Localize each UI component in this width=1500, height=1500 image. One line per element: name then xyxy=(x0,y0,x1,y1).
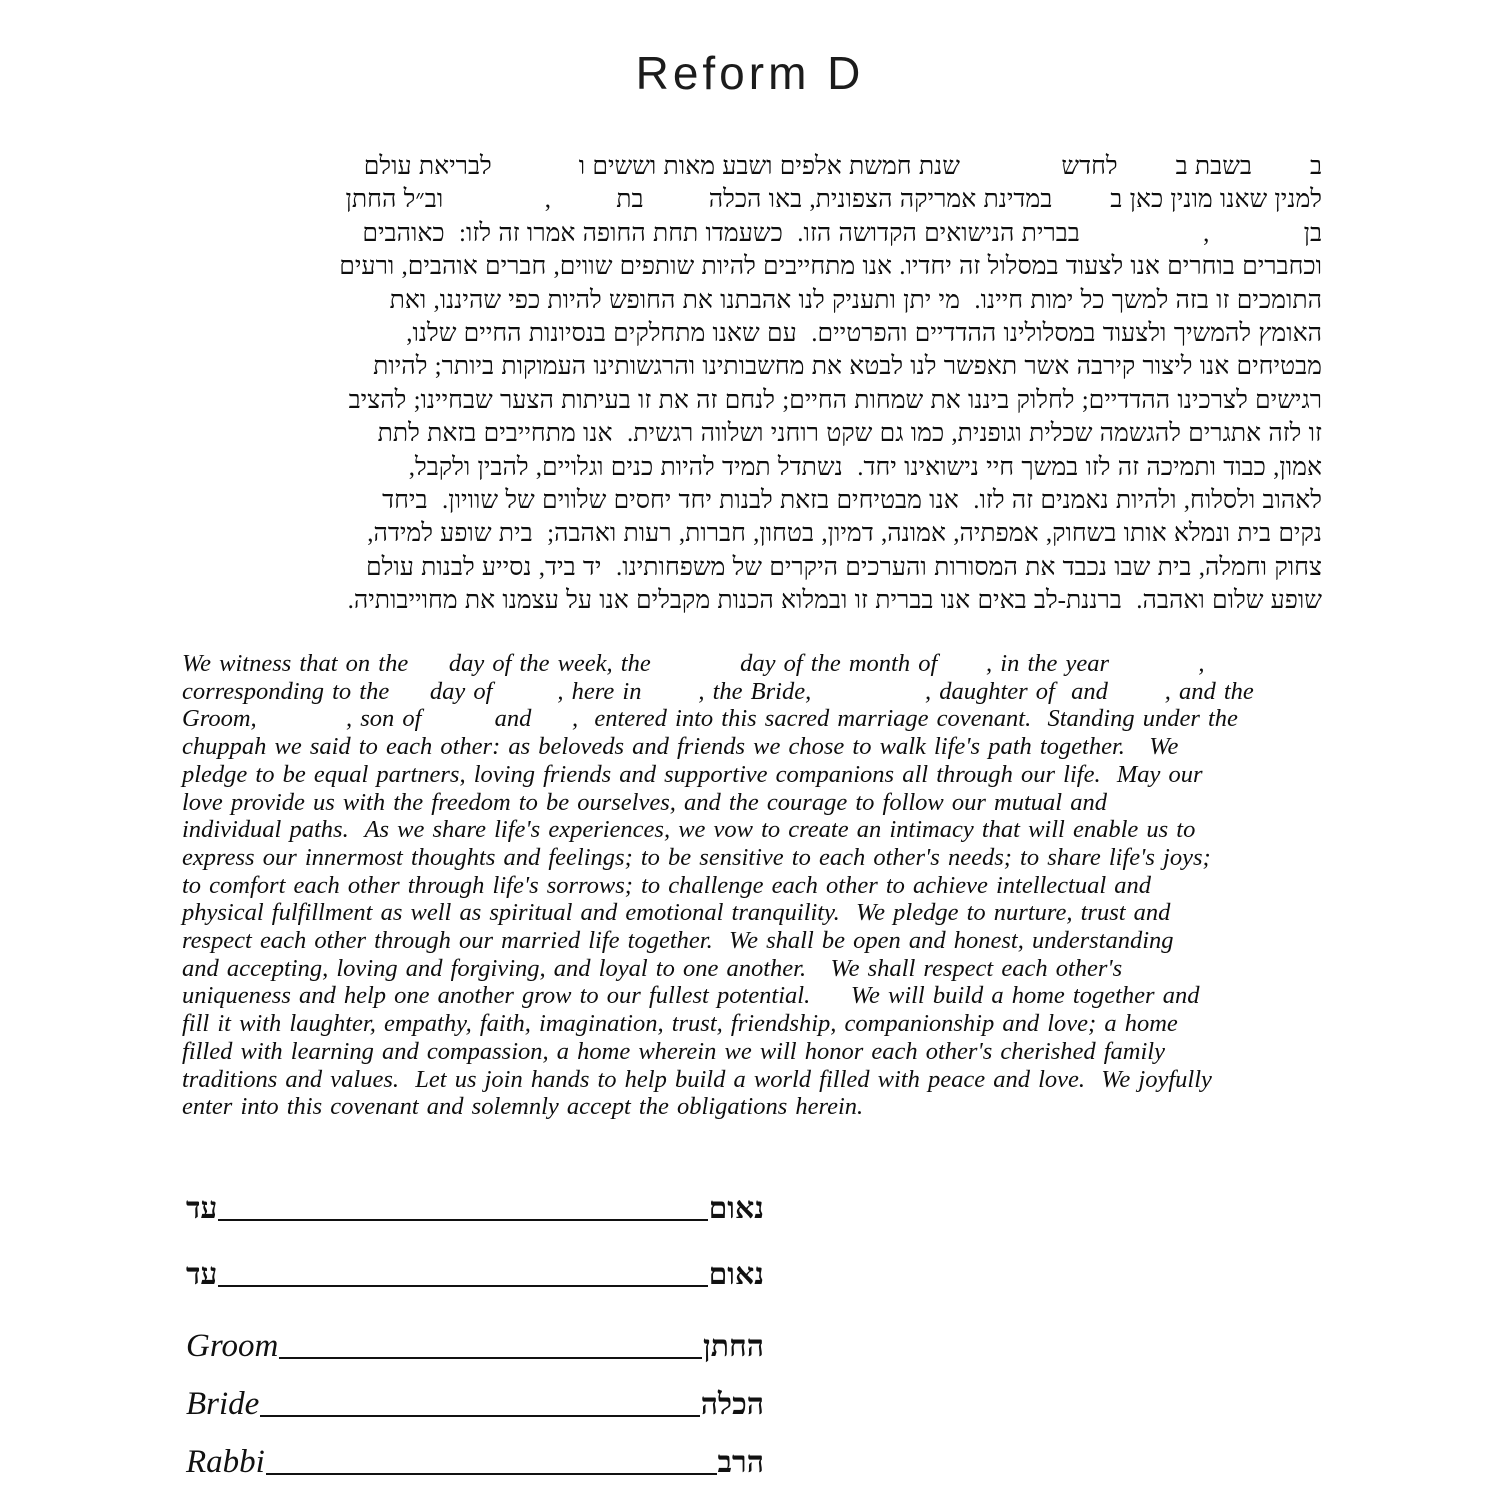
english-line: physical fulfillment as well as spiritual and emotional tranquility. We pledge to nurture, trust and xyxy=(182,899,1171,927)
hebrew-line: בן , בברית הנישואים הקדושה הזו. כשעמדו תחת החופה אמרו זה לזו: כאוהבים xyxy=(362,219,1322,247)
bride-hebrew-label: הכלה xyxy=(700,1388,764,1421)
hebrew-line: רגישים לצרכינו ההדדיים; לחלוק ביננו את שמחות החיים; לנחם זה את זו בעיתות הצער שבחיינו; להציב xyxy=(348,386,1322,414)
english-line: filled with learning and compassion, a home wherein we will honor each other's cherished family xyxy=(182,1037,1165,1065)
hebrew-line: ב בשבת ב לחדש שנת חמשת אלפים ושבע מאות וששים ו לבריאת עולם xyxy=(363,153,1322,180)
witness-right-label: נאום xyxy=(708,1192,764,1225)
groom-label: Groom xyxy=(186,1328,279,1364)
hebrew-line: וכחברים בוחרים אנו לצעוד במסלול זה יחדיו. אנו מתחייבים להיות שותפים שווים, חברים אוהבים, ורעים xyxy=(339,253,1322,281)
bride-label: Bride xyxy=(186,1386,260,1422)
hebrew-line: לאהוב ולסלוח, ולהיות נאמנים זה לזו. אנו מבטיחים בזאת לבנות יחד יחסים שלווים של שוויון. ביחד xyxy=(382,487,1322,515)
bride-signature-row xyxy=(186,1386,764,1422)
witness-signature-row-1 xyxy=(186,1190,764,1226)
hebrew-line: צחוק וחמלה, בית שבו נכבד את המסורות והערכים היקרים של משפחותינו. יד ביד, נסייע לבנות עולם xyxy=(366,553,1322,581)
signature-section xyxy=(186,1190,764,1500)
hebrew-line: שופע שלום ואהבה. ברננת-לב באים אנו בברית זו ובמלוא הכנות מקבלים אנו על עצמנו את מחוייבותיה. xyxy=(347,587,1322,615)
rabbi-hebrew-label: הרב xyxy=(717,1446,764,1479)
hebrew-line: אמון, כבוד ותמיכה זה לזו במשך חיי נישואינו יחד. נשתדל תמיד להיות כנים וגלויים, להבין ולקבל, xyxy=(408,453,1322,481)
hebrew-line: התומכים זו בזה למשך כל ימות חיינו. מי יתן ותעניק לנו אהבתנו את החופש להיות כפי שהיננו, ואת xyxy=(389,286,1322,314)
witness-right-label: נאום xyxy=(708,1258,764,1291)
english-line: to comfort each other through life's sorrows; to challenge each other to achieve intellectual and xyxy=(182,871,1152,899)
groom-signature-line[interactable] xyxy=(279,1356,702,1359)
witness-left-label: עד xyxy=(186,1258,218,1291)
english-text-block xyxy=(182,650,1330,1121)
english-line: and accepting, loving and forgiving, and loyal to one another. We shall respect each other's xyxy=(182,954,1123,982)
groom-hebrew-label: החתן xyxy=(703,1330,764,1363)
english-line: fill it with laughter, empathy, faith, imagination, trust, friendship, companionship and love; a home xyxy=(182,1010,1178,1038)
english-line: express our innermost thoughts and feelings; to be sensitive to each other's needs; to share life's joys; xyxy=(182,843,1211,871)
rabbi-label: Rabbi xyxy=(186,1444,265,1480)
rabbi-signature-row xyxy=(186,1444,764,1480)
english-line: We witness that on the day of the week, the day of the month of , in the year , xyxy=(182,650,1205,677)
witness-signature-line[interactable] xyxy=(218,1218,707,1221)
bride-signature-line[interactable] xyxy=(260,1414,699,1417)
witness-left-label: עד xyxy=(186,1192,218,1225)
english-line: traditions and values. Let us join hands to help build a world filled with peace and love. We joyfully xyxy=(182,1065,1212,1093)
english-line: enter into this covenant and solemnly accept the obligations herein. xyxy=(182,1093,864,1121)
groom-signature-row xyxy=(186,1328,764,1364)
page-title: Reform D xyxy=(635,47,865,99)
hebrew-text-block xyxy=(180,150,1322,618)
english-line: corresponding to the day of , here in , the Bride, , daughter of and , and the xyxy=(182,677,1254,705)
hebrew-line: מבטיחים אנו ליצור קירבה אשר תאפשר לנו לבטא את מחשבותינו והרגשותינו העמוקות ביותר; להיות xyxy=(373,353,1322,381)
rabbi-signature-line[interactable] xyxy=(266,1472,717,1475)
witness-signature-line[interactable] xyxy=(218,1284,707,1287)
english-line: Groom, , son of and , entered into this sacred marriage covenant. Standing under the xyxy=(182,705,1238,733)
hebrew-line: נקים בית ונמלא אותו בשחוק, אמפתיה, אמונה, דמיון, בטחון, חברות, רעות ואהבה; בית שופע למידה, xyxy=(367,520,1322,548)
english-line: pledge to be equal partners, loving friends and supportive companions all through our life. May our xyxy=(182,760,1203,788)
hebrew-line: האומץ להמשיך ולצעוד במסלולינו ההדדיים והפרטיים. עם שאנו מתחלקים בנסיונות החיים שלנו, xyxy=(406,320,1322,348)
english-line: uniqueness and help one another grow to our fullest potential. We will build a home together and xyxy=(182,982,1200,1010)
english-line: respect each other through our married life together. We shall be open and honest, understanding xyxy=(182,927,1174,955)
witness-signature-row-2 xyxy=(186,1256,764,1292)
english-line: love provide us with the freedom to be ourselves, and the courage to follow our mutual and xyxy=(182,788,1107,816)
hebrew-line: זו לזה אתגרים להגשמה שכלית וגופנית, כמו גם שקט רוחני ושלווה רגשית. אנו מתחייבים בזאת לתת xyxy=(377,420,1322,448)
hebrew-line: למנין שאנו מונין כאן ב במדינת אמריקה הצפונית, באו הכלה בת , וב״ל החתן xyxy=(345,186,1322,214)
english-line: individual paths. As we share life's experiences, we vow to create an intimacy that will enable us to xyxy=(182,816,1196,844)
english-line: chuppah we said to each other: as beloveds and friends we chose to walk life's path together. We xyxy=(182,733,1179,761)
